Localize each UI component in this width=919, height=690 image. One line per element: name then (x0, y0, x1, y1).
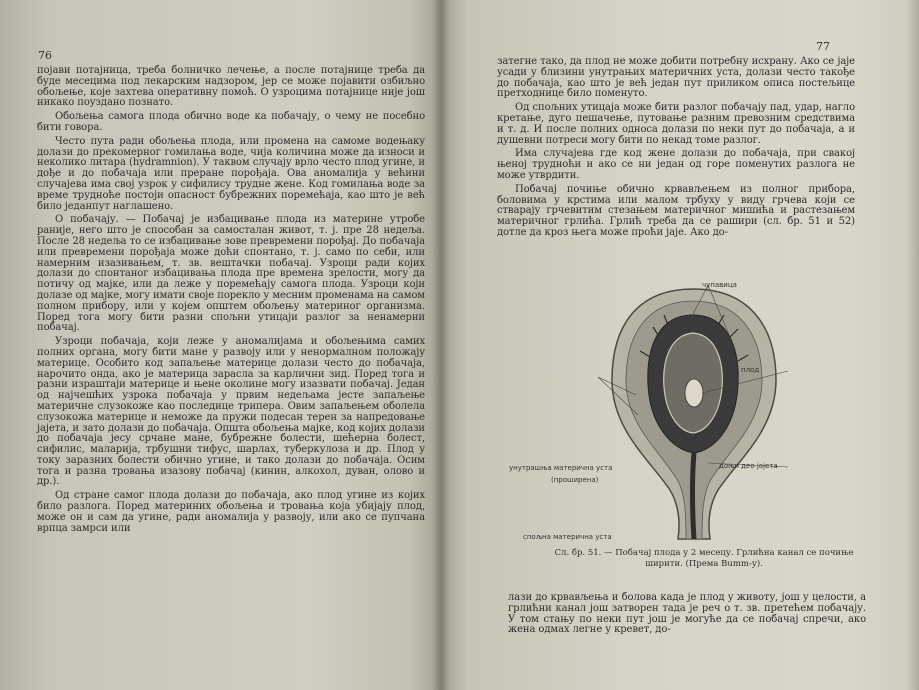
figure-illustration (598, 285, 788, 540)
book-gutter (432, 0, 450, 690)
figure-caption: Сл. бр. 51. — Побачај плода у 2 месецу. Грлићна канал се почиње ширити. (Према Bumm-у). (554, 548, 854, 569)
paragraph: Од спољних утицаја може бити разлог побачају пад, удар, нагло кретање, дуго пешачење, путовање разним превозним средствима и т. д. И после полних односа долази по неки пут до побачаја, а и душевни потреси могу бити по некад томе разлог. (497, 102, 855, 146)
paragraph: Узроци побачаја, који леже у аномалијама и обољењима самих полних органа, могу бити мане у развоју или у ненормалном положају материце. Особито код запаљење материце долази често до побачаја, нарочито онда, ако је материца зарасла за карлични зид. Поред тога и разни израштаји материце и њене околине могу изазвати побачај. Један од најчешћих узрока побачаја у првим недељама јесте запаљење материчне слузокоже као последице трипера. Овим запаљењем оболела слузокожа материце и неможе да пружи подесан терен за напредовање јајета, и зато долази до побачаја. Општа обољења мајке, код којих долази до побачаја јесу срчане мане, бубрежне болести, шећерна болест, сифилис, маларија, трбушни тифус, шарлах, туберкулоза и др. Плод у току заразних болести обично угине, и тако долази до побачаја. Осим тога и разна тровања изазову побачај (кинин, алкохол, дуван, олово и др.). (37, 336, 425, 488)
cervical-canal (693, 453, 695, 539)
paragraph: Често пута ради обољења плода, или промена на самоме водењаку долази до прекомерног гомилања воде, чија количина може да износи и неколико литара (hydramnion). У таквом случају врло често плод угине, и дође и до побачаја или преране порођаја. Ова аномалија у већини случајева има свој узрок у сифилису трудне жене. Код гомилања воде за време трудноће постоји опасност бубрежних поремећаја, као што је већ било једанпут наглашено. (37, 135, 425, 212)
paragraph: Од стране самог плода долази до побачаја, ако плод угине из којих било разлога. Поред материних обољења и тровања која убијају плод, може он и сам да угине, ради аномалија у развоју, или ако се пупчана врпца замрси или (37, 490, 425, 534)
figure-label-inner-os-note: (проширена) (551, 476, 599, 484)
figure-label-inner-os: унутрашња матерична уста (509, 464, 613, 472)
figure-label-lower-part: доњи део јајета (719, 462, 778, 470)
figure-label-fetus: плод (741, 366, 760, 374)
left-page (0, 0, 440, 690)
paragraph: затегне тако, да плод не може добити потребну исхрану. Ако се јаје усади у близини унутрањих материчних уста, долази често такође до побачаја, као што је већ један пут приликом описа постељице претходнице било поменуто. (497, 56, 855, 100)
paragraph: појави потајница, треба болничко лечење, а после потајнице треба да буде месецима под лекарским надзором, јер се може појавити озбиљно обољење, које захтева оперативну помоћ. О узроцима потајнице није још никако поуздано познато. (37, 65, 425, 109)
paragraph: лази до крвављења и болова када је плод у животу, још у целости, а грлићни канал још затворен тада је реч о т. зв. претећем побачају. У том стању по неки пут још је могуће да се побачај спречи, ако жена одмах легне у кревет, до- (508, 592, 866, 636)
figure-label-top: чупавица (702, 281, 737, 289)
right-page-text-top (497, 57, 855, 242)
page-number-right: 77 (816, 40, 830, 53)
paragraph: О побачају. — Побачај је избацивање плода из материне утробе раније, него што је способан за самосталан живот, т. ј. пре 28 недеља. После 28 недеља то се избацивање зове превремени порођај. До побачаја или превремени порођаја може доћи спонтано, т. ј. само по себи, или намерним изазивањем, т. зв. вештачки побачај. Узроци ради којих долази до спонтаног избацивања плода пре времена зрелости, могу да потичу од мајке, или да леже у поремећају самога плода. Узроци који долазе од мајке, могу имати своје порекло у месним променама на самом полном прибору, или у којем општем обољењу материног организма. Поред тога могу бити разни спољни утицаји разлог за ненамерни побачај. (37, 214, 425, 334)
paragraph: Обољења самога плода обично воде ка побачају, о чему не посебно бити говора. (37, 111, 425, 133)
fetus-shape (685, 379, 703, 407)
right-page-text-bottom (508, 593, 866, 639)
left-page-text (37, 66, 425, 537)
paragraph: Побачај почиње обично крвављењем из полног прибора, боловима у крстима или малом трбуху у виду грчева који се стварају грчевитим стезањем материчног мишића и растезањем материчног грлића. Грлић треба да се рашири (сл. бр. 51 и 52) дотле да кроз њега може проћи јаје. Ако до- (497, 183, 855, 238)
page-number-left: 76 (38, 49, 52, 62)
figure-label-outer-os: спољна матерична уста (523, 533, 612, 541)
page-edge-shadow (907, 0, 919, 690)
paragraph: Има случајева где код жене долази до побачаја, при свакој њеној трудноћи и ако се ни један од горе поменутих разлога не може утврдити. (497, 148, 855, 181)
